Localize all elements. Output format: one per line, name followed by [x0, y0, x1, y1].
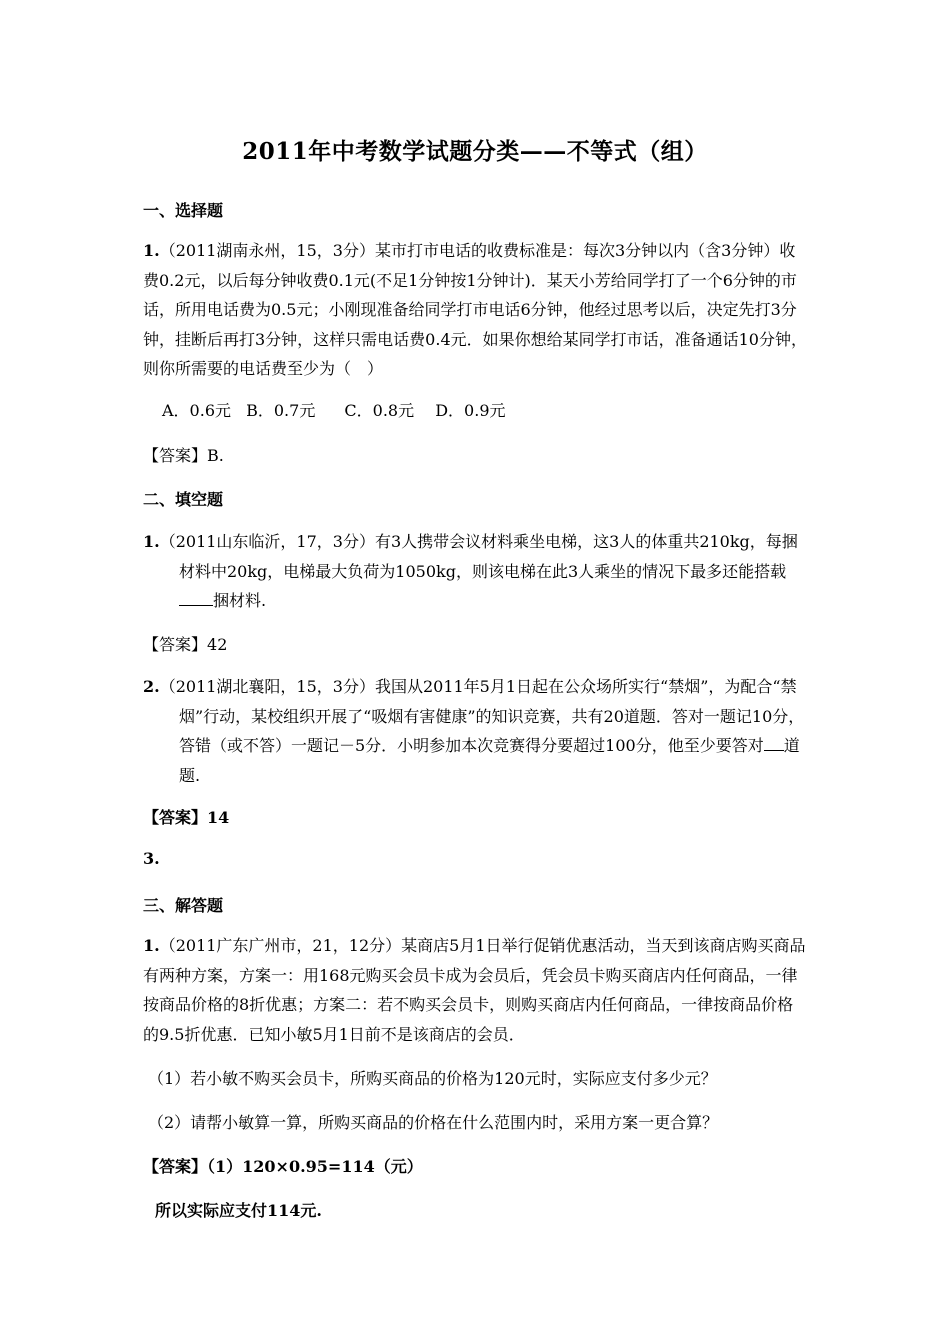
- answer-fill-2: [143, 805, 229, 828]
- answer-label: 【答案】: [143, 808, 208, 827]
- answer-value: （1）120×0.95=114（元）: [207, 1157, 423, 1176]
- question-number: 1.: [143, 532, 160, 551]
- option-b: B．0.7元: [246, 401, 316, 420]
- answer-fill-1: [143, 632, 227, 655]
- answer-solve-1-conclusion: 所以实际应支付114元.: [155, 1201, 322, 1220]
- answer-value: 42: [207, 635, 228, 654]
- sub-question-2: （2）请帮小敏算一算，所购买商品的价格在什么范围内时，采用方案一更合算？: [148, 1113, 719, 1132]
- answer-label: 【答案】: [143, 635, 208, 654]
- question-choice-1: [143, 236, 808, 384]
- question-fill-3: 3.: [143, 849, 160, 868]
- section-heading-solve: 三、解答题: [143, 896, 224, 915]
- fill-blank: [764, 736, 784, 751]
- answer-label: 【答案】: [143, 1157, 208, 1176]
- question-text: （2011山东临沂，17，3分）有3人携带会议材料乘坐电梯，这3人的体重共210kg，每捆材料中20kg，电梯最大负荷为1050kg，则该电梯在此3人乘坐的情况下最多还能搭载: [159, 532, 798, 581]
- section-heading-choice: 一、选择题: [143, 201, 224, 220]
- answer-value: 14: [207, 808, 230, 827]
- fill-blank: [179, 591, 213, 606]
- question-number: 2.: [143, 677, 160, 696]
- answer-value: B.: [207, 446, 224, 465]
- answer-choice-1: [143, 443, 224, 466]
- answer-options: [162, 398, 506, 421]
- sub-question-1: （1）若小敏不购买会员卡，所购买商品的价格为120元时，实际应支付多少元？: [148, 1069, 717, 1088]
- question-solve-1: [143, 931, 808, 1049]
- option-d: D．0.9元: [435, 401, 506, 420]
- question-fill-1: [143, 527, 808, 616]
- option-a: A．0.6元: [162, 401, 232, 420]
- question-number: 1.: [143, 241, 160, 260]
- question-fill-2: [143, 672, 808, 790]
- question-text: （2011湖南永州，15，3分）某市打市电话的收费标准是：每次3分钟以内（含3分钟）收费0.2元，以后每分钟收费0.1元(不足1分钟按1分钟计)．某天小芳给同学打了一个6分钟的市话，所用电话费为0.5元；小刚现准备给同学打市电话6分钟，他经过思考以后，决定先打3分钟，挂断后再打3分钟，这样只需电话费0.4元．如果你想给某同学打市话，准备通话10分钟，则你所需要的电话费至少为（ ）: [143, 241, 807, 378]
- answer-solve-1: [143, 1154, 423, 1177]
- question-text: （2011湖北襄阳，15，3分）我国从2011年5月1日起在公众场所实行“禁烟”，为配合“禁烟”行动，某校组织开展了“吸烟有害健康”的知识竞赛，共有20道题．答对一题记10分，答错（或不答）一题记－5分．小明参加本次竞赛得分要超过100分，他至少要答对: [159, 677, 805, 755]
- section-heading-fill: 二、填空题: [143, 490, 224, 509]
- option-c: C．0.8元: [344, 401, 415, 420]
- question-number: 1.: [143, 936, 160, 955]
- answer-label: 【答案】: [143, 446, 208, 465]
- question-text: （2011广东广州市，21，12分）某商店5月1日举行促销优惠活动，当天到该商店购买商品有两种方案，方案一：用168元购买会员卡成为会员后，凭会员卡购买商店内任何商品，一律按商品价格的8折优惠；方案二：若不购买会员卡，则购买商店内任何商品，一律按商品价格的9.5折优惠．已知小敏5月1日前不是该商店的会员．: [143, 936, 806, 1044]
- page-title: 2011年中考数学试题分类——不等式（组）: [242, 138, 708, 165]
- question-text-tail: 道题.: [179, 736, 800, 785]
- question-text-tail: 捆材料.: [213, 591, 267, 610]
